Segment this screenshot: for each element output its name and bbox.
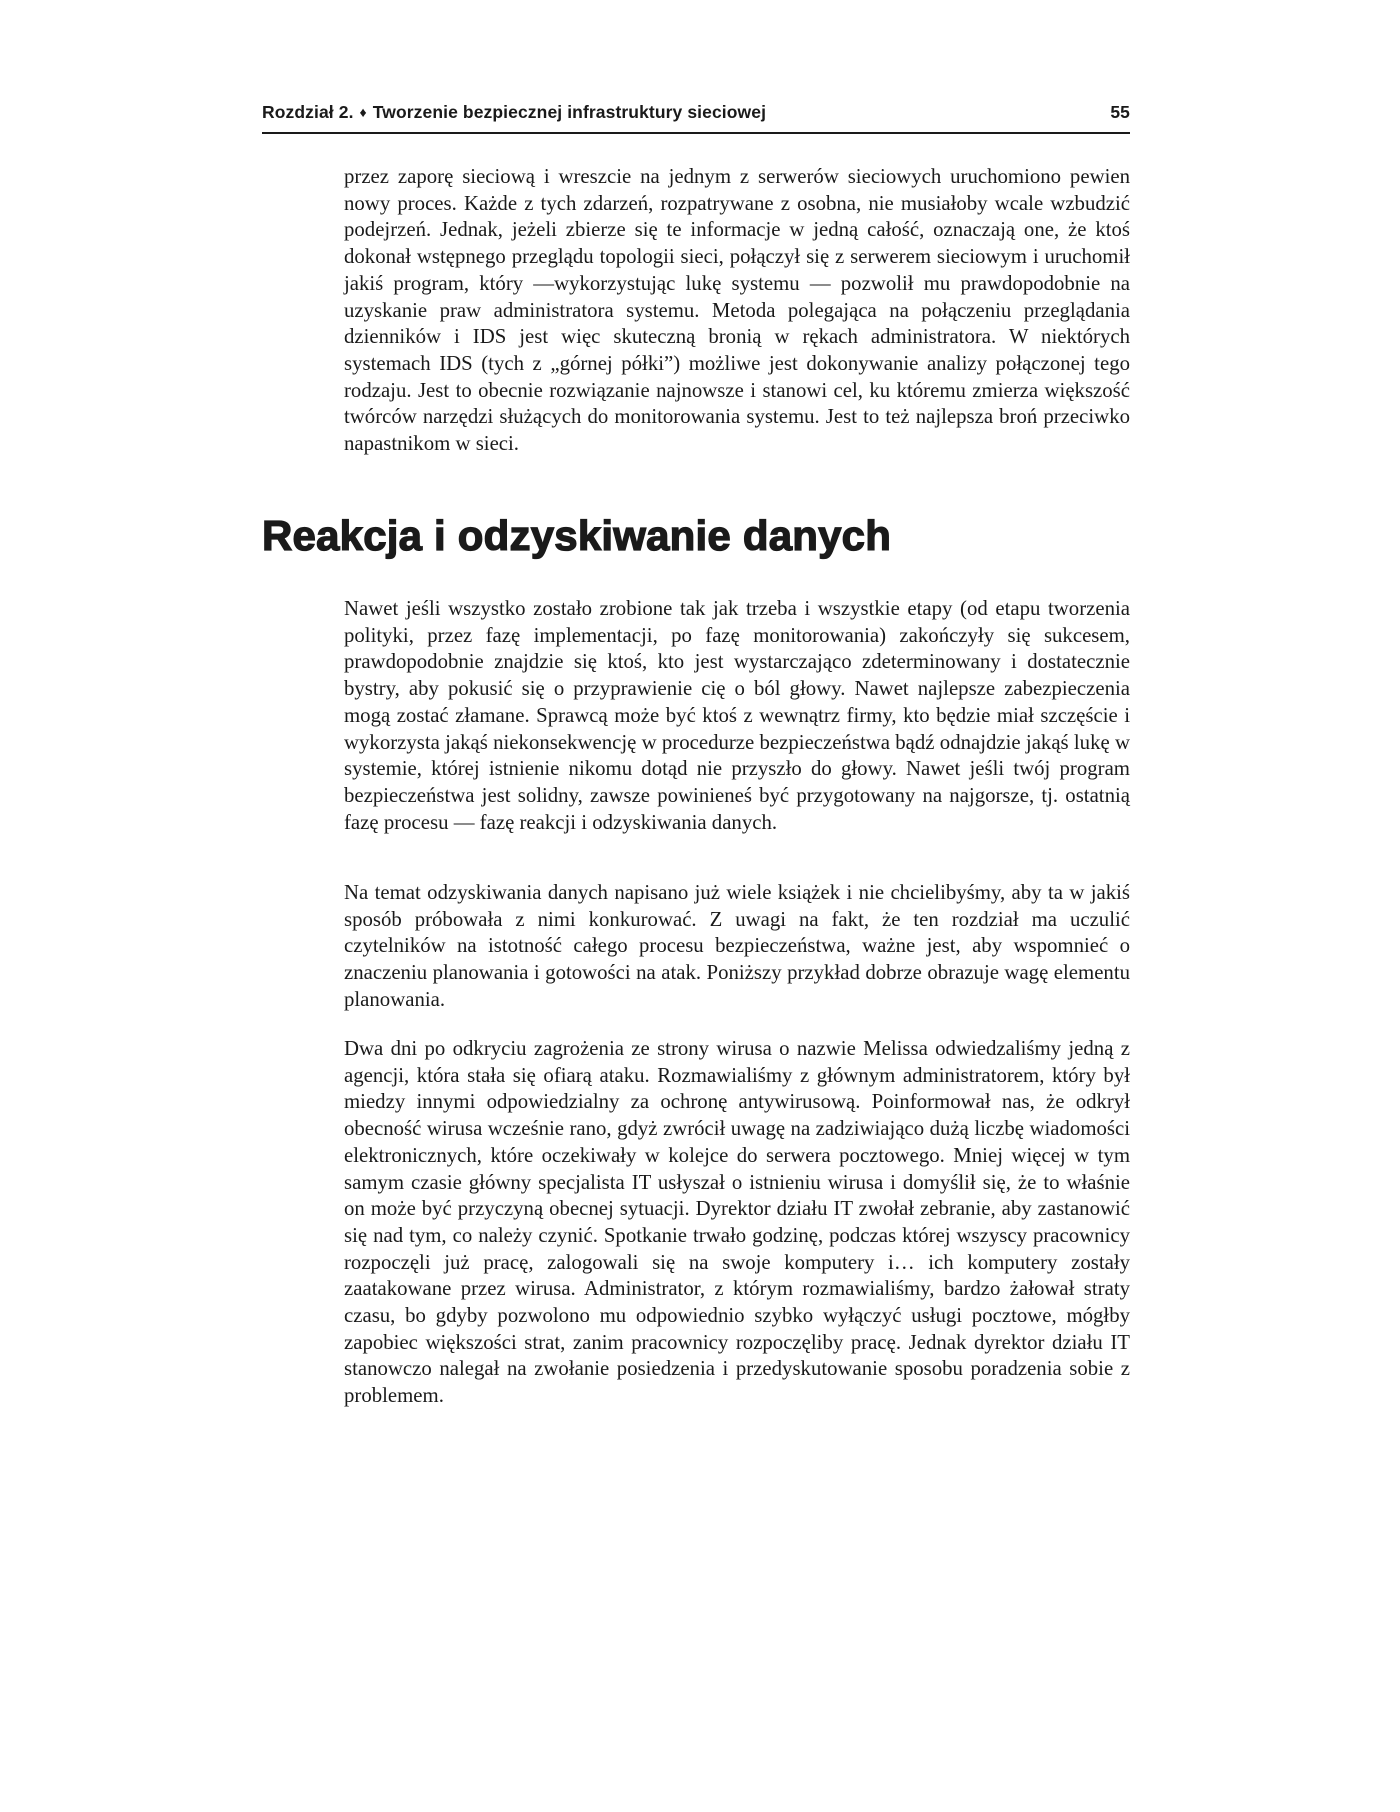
section-paragraph-1: Nawet jeśli wszystko zostało zrobione tak jak trzeba i wszystkie etapy (od etapu tworzenia polityki, przez fazę implementacji, po fazę monitorowania) zakończyły się sukcesem, prawdopodobnie znajdzie się ktoś, kto jest wystarczająco zdeterminowany i dostatecznie bystry, aby pokusić się o przyprawienie cię o ból głowy. Nawet najlepsze zabezpieczenia mogą zostać złamane. Sprawcą może być ktoś z wewnątrz firmy, kto będzie miał szczęście i wykorzysta jakąś niekonsekwencję w procedurze bezpieczeństwa bądź odnajdzie jakąś lukę w systemie, której istnienie nikomu dotąd nie przyszło do głowy. Nawet jeśli twój program bezpieczeństwa jest solidny, zawsze powinieneś być przygotowany na najgorsze, tj. ostatnią fazę procesu — fazę reakcji i odzyskiwania danych. [344, 597, 1130, 834]
chapter-title: Tworzenie bezpiecznej infrastruktury sieciowej [372, 102, 767, 122]
intro-paragraph-block [344, 164, 1130, 458]
page-number: 55 [1110, 102, 1130, 122]
section-paragraph-block-3 [344, 1036, 1130, 1410]
section-paragraph-block-1 [344, 596, 1130, 836]
section-paragraph-3: Dwa dni po odkryciu zagrożenia ze strony wirusa o nazwie Melissa odwiedzaliśmy jedną z agencji, która stała się ofiarą ataku. Rozmawialiśmy z głównym administratorem, który był miedzy innymi odpowiedzialny za ochronę antywirusową. Poinformował nas, że odkrył obecność wirusa wcześnie rano, gdyż zwrócił uwagę na zadziwiająco dużą liczbę wiadomości elektronicznych, które oczekiwały w kolejce do serwera pocztowego. Mniej więcej w tym samym czasie główny specjalista IT usłyszał o istnieniu wirusa i domyślił się, że to właśnie on może być przyczyną obecnej sytuacji. Dyrektor działu IT zwołał zebranie, aby zastanowić się nad tym, co należy czynić. Spotkanie trwało godzinę, podczas której wszyscy pracownicy rozpoczęli już pracę, zalogowali się na swoje komputery i… ich komputery zostały zaatakowane przez wirusa. Administrator, z którym rozmawialiśmy, bardzo żałował straty czasu, bo gdyby pozwolono mu odpowiednio szybko wyłączyć usługi pocztowe, mógłby zapobiec większości strat, zanim pracownicy rozpoczęliby pracę. Jednak dyrektor działu IT stanowczo nalegał na zwołanie posiedzenia i przedyskutowanie sposobu poradzenia sobie z problemem. [344, 1037, 1130, 1408]
running-header-title [262, 102, 766, 123]
running-header [262, 98, 1130, 134]
intro-paragraph: przez zaporę sieciową i wreszcie na jednym z serwerów sieciowych uruchomiono pewien nowy proces. Każde z tych zdarzeń, rozpatrywane z osobna, nie musiałoby wcale wzbudzić podejrzeń. Jednak, jeżeli zbierze się te informacje w jedną całość, oznaczają one, że ktoś dokonał wstępnego przeglądu topologii sieci, połączył się z serwerem sieciowym i uruchomił jakiś program, który —wykorzystując lukę systemu — pozwolił mu prawdopodobnie na uzyskanie praw administratora systemu. Metoda polegająca na połączeniu przeglądania dzienników i IDS jest więc skuteczną bronią w rękach administratora. W niektórych systemach IDS (tych z „górnej półki”) możliwe jest dokonywanie analizy połączonej tego rodzaju. Jest to obecnie rozwiązanie najnowsze i stanowi cel, ku któremu zmierza większość twórców narzędzi służących do monitorowania systemu. Jest to też najlepsza broń przeciwko napastnikom w sieci. [344, 165, 1130, 456]
section-paragraph-2: Na temat odzyskiwania danych napisano już wiele książek i nie chcielibyśmy, aby ta w jakiś sposób próbowała z nimi konkurować. Z uwagi na fakt, że ten rozdział ma uczulić czytelników na istotność całego procesu bezpieczeństwa, ważne jest, aby wspomnieć o znaczeniu planowania i gotowości na atak. Poniższy przykład dobrze obrazuje wagę elementu planowania. [344, 881, 1130, 1011]
section-paragraph-block-2 [344, 880, 1130, 1014]
chapter-number: Rozdział 2. [262, 102, 354, 122]
diamond-separator-icon: ♦ [359, 104, 367, 120]
section-heading: Reakcja i odzyskiwanie danych [262, 512, 892, 559]
